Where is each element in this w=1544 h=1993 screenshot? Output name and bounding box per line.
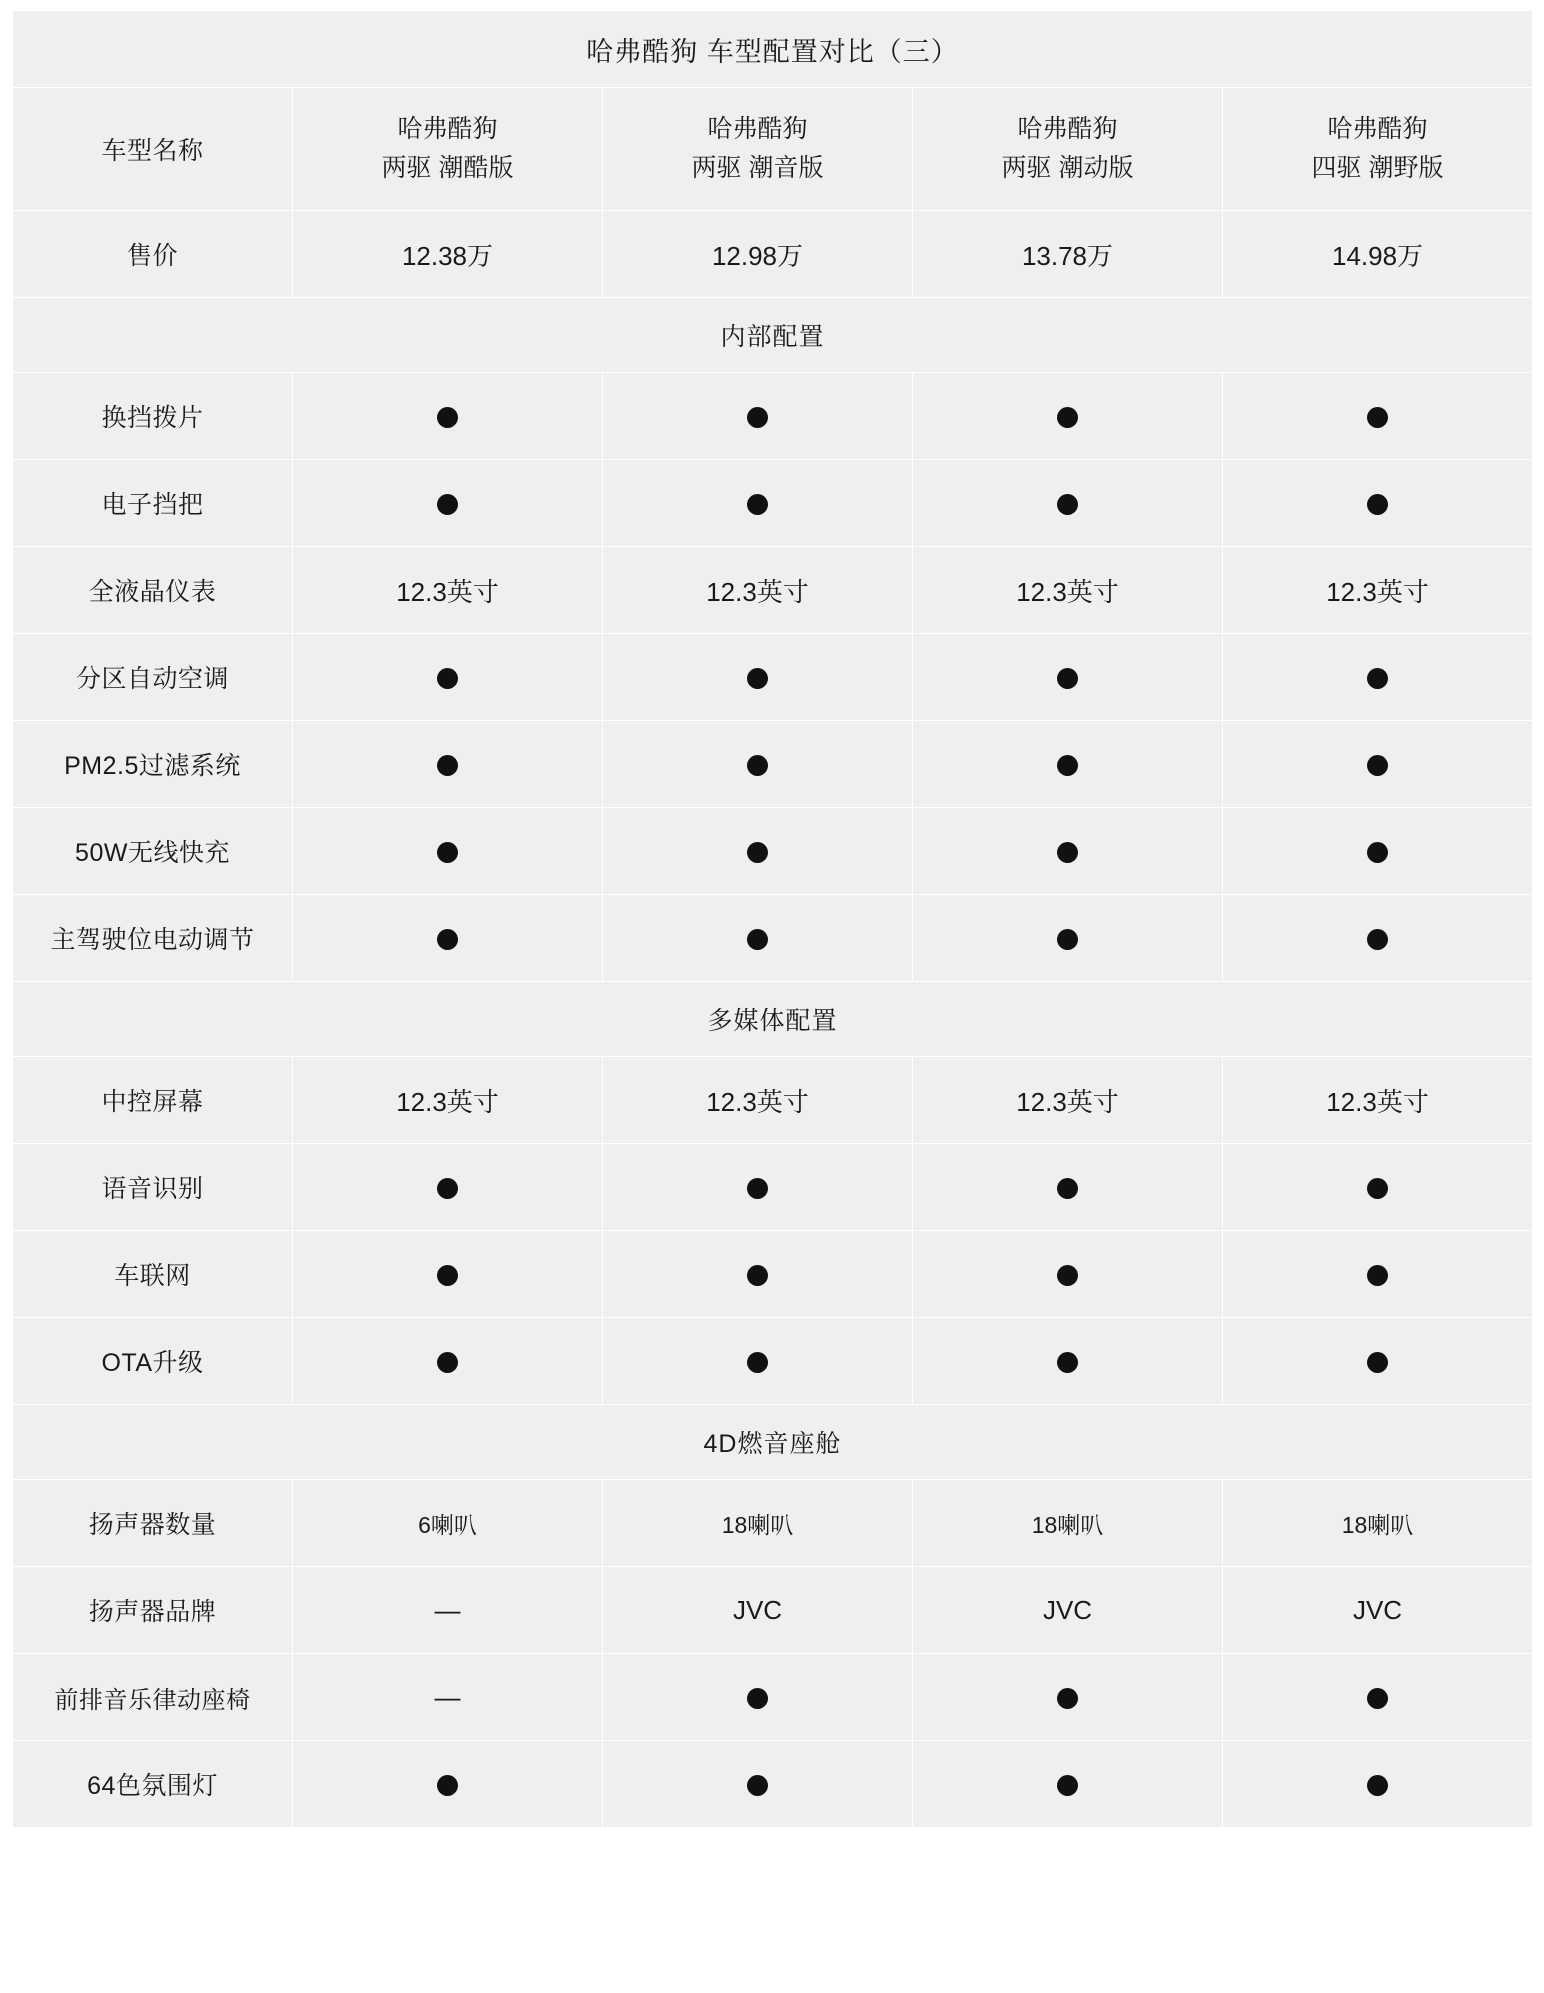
model-header-1-line2: 两驱 潮酷版 xyxy=(381,154,514,182)
section-header-audio-cabin xyxy=(13,1405,1533,1480)
feature-available-dot xyxy=(747,1178,768,1199)
section-title-interior: 内部配置 xyxy=(13,298,1533,373)
feature-available-dot xyxy=(747,842,768,863)
row-value xyxy=(1223,634,1533,721)
model-header-4 xyxy=(1223,88,1533,211)
spec-table-body xyxy=(13,11,1533,1828)
row-label: 换挡拨片 xyxy=(13,373,293,460)
feature-available-dot xyxy=(1057,1265,1078,1286)
price-value-1: 12.38万 xyxy=(293,211,603,298)
row-value: JVC xyxy=(913,1567,1223,1654)
feature-available-dot xyxy=(747,1775,768,1796)
row-value xyxy=(913,808,1223,895)
feature-available-dot xyxy=(747,929,768,950)
price-value-2: 12.98万 xyxy=(603,211,913,298)
row-value xyxy=(913,460,1223,547)
feature-available-dot xyxy=(1367,755,1388,776)
feature-available-dot xyxy=(1057,1688,1078,1709)
feature-unavailable-dash: — xyxy=(434,1681,461,1712)
row-value: JVC xyxy=(1223,1567,1533,1654)
row-value xyxy=(1223,460,1533,547)
table-row xyxy=(13,634,1533,721)
feature-available-dot xyxy=(1057,668,1078,689)
feature-available-dot xyxy=(1057,1178,1078,1199)
row-value xyxy=(1223,1654,1533,1741)
feature-available-dot xyxy=(437,755,458,776)
feature-available-dot xyxy=(1367,1265,1388,1286)
row-value xyxy=(293,1144,603,1231)
feature-available-dot xyxy=(747,755,768,776)
model-header-4-line1: 哈弗酷狗 xyxy=(1327,115,1428,144)
row-label: 中控屏幕 xyxy=(13,1057,293,1144)
row-label: 64色氛围灯 xyxy=(13,1741,293,1828)
table-row xyxy=(13,808,1533,895)
row-value xyxy=(1223,1318,1533,1405)
price-value-3: 13.78万 xyxy=(913,211,1223,298)
model-header-1-line1: 哈弗酷狗 xyxy=(397,115,498,144)
row-value xyxy=(1223,808,1533,895)
row-label-price: 售价 xyxy=(13,211,293,298)
model-header-3-line1: 哈弗酷狗 xyxy=(1017,115,1118,144)
row-value xyxy=(603,373,913,460)
row-label: OTA升级 xyxy=(13,1318,293,1405)
row-value xyxy=(603,1654,913,1741)
model-header-2-line1: 哈弗酷狗 xyxy=(707,115,808,144)
row-value xyxy=(293,1567,603,1654)
table-row xyxy=(13,1567,1533,1654)
row-value xyxy=(603,1231,913,1318)
row-value: 12.3英寸 xyxy=(913,1057,1223,1144)
feature-available-dot xyxy=(437,842,458,863)
row-value xyxy=(603,1144,913,1231)
section-header-interior xyxy=(13,298,1533,373)
row-value xyxy=(1223,1231,1533,1318)
row-value xyxy=(1223,721,1533,808)
row-label: 车联网 xyxy=(13,1231,293,1318)
table-row xyxy=(13,721,1533,808)
row-label: 语音识别 xyxy=(13,1144,293,1231)
model-header-2-line2: 两驱 潮音版 xyxy=(691,154,824,182)
spec-table xyxy=(12,10,1533,1828)
feature-available-dot xyxy=(437,1775,458,1796)
row-value: 12.3英寸 xyxy=(913,547,1223,634)
table-row xyxy=(13,1480,1533,1567)
row-value xyxy=(1223,1144,1533,1231)
feature-available-dot xyxy=(747,494,768,515)
row-label: 分区自动空调 xyxy=(13,634,293,721)
model-header-3-line2: 两驱 潮动版 xyxy=(1001,154,1134,182)
row-value xyxy=(913,1741,1223,1828)
table-title-row xyxy=(13,11,1533,88)
row-value: 18喇叭 xyxy=(603,1480,913,1567)
row-value xyxy=(603,634,913,721)
feature-unavailable-dash: — xyxy=(434,1594,461,1625)
row-value xyxy=(293,808,603,895)
feature-available-dot xyxy=(1057,842,1078,863)
feature-available-dot xyxy=(1057,1775,1078,1796)
feature-available-dot xyxy=(1367,407,1388,428)
row-value xyxy=(293,721,603,808)
row-value xyxy=(603,808,913,895)
feature-available-dot xyxy=(1367,668,1388,689)
row-value: 12.3英寸 xyxy=(293,1057,603,1144)
table-row xyxy=(13,460,1533,547)
row-label-model-name: 车型名称 xyxy=(13,88,293,211)
row-value xyxy=(913,634,1223,721)
feature-available-dot xyxy=(437,1352,458,1373)
feature-available-dot xyxy=(1367,1688,1388,1709)
table-row xyxy=(13,1057,1533,1144)
table-row xyxy=(13,1741,1533,1828)
feature-available-dot xyxy=(1367,1178,1388,1199)
row-value xyxy=(293,460,603,547)
row-value: 12.3英寸 xyxy=(603,547,913,634)
feature-available-dot xyxy=(437,929,458,950)
row-value xyxy=(293,895,603,982)
model-name-row xyxy=(13,88,1533,211)
row-value xyxy=(913,895,1223,982)
row-value: 6喇叭 xyxy=(293,1480,603,1567)
row-value xyxy=(913,1654,1223,1741)
feature-available-dot xyxy=(1367,494,1388,515)
feature-available-dot xyxy=(747,407,768,428)
row-value: JVC xyxy=(603,1567,913,1654)
row-value xyxy=(913,721,1223,808)
feature-available-dot xyxy=(1367,842,1388,863)
row-value xyxy=(293,634,603,721)
row-value: 18喇叭 xyxy=(1223,1480,1533,1567)
table-row xyxy=(13,547,1533,634)
table-row xyxy=(13,373,1533,460)
row-value: 12.3英寸 xyxy=(603,1057,913,1144)
row-label: PM2.5过滤系统 xyxy=(13,721,293,808)
row-label: 主驾驶位电动调节 xyxy=(13,895,293,982)
feature-available-dot xyxy=(1057,407,1078,428)
feature-available-dot xyxy=(1057,929,1078,950)
row-value: 12.3英寸 xyxy=(1223,1057,1533,1144)
row-label: 全液晶仪表 xyxy=(13,547,293,634)
feature-available-dot xyxy=(747,1688,768,1709)
feature-available-dot xyxy=(747,1352,768,1373)
row-value xyxy=(603,1741,913,1828)
feature-available-dot xyxy=(437,668,458,689)
feature-available-dot xyxy=(1367,1775,1388,1796)
row-label: 扬声器数量 xyxy=(13,1480,293,1567)
row-label: 50W无线快充 xyxy=(13,808,293,895)
feature-available-dot xyxy=(1057,494,1078,515)
row-value xyxy=(1223,1741,1533,1828)
row-value xyxy=(913,1144,1223,1231)
section-header-multimedia xyxy=(13,982,1533,1057)
model-header-3 xyxy=(913,88,1223,211)
row-value xyxy=(913,1231,1223,1318)
row-value xyxy=(293,1741,603,1828)
table-row xyxy=(13,1144,1533,1231)
feature-available-dot xyxy=(1057,755,1078,776)
row-label: 前排音乐律动座椅 xyxy=(13,1654,293,1741)
row-value xyxy=(603,895,913,982)
row-value xyxy=(293,1654,603,1741)
row-value xyxy=(293,1231,603,1318)
page-title: 哈弗酷狗 车型配置对比（三） xyxy=(13,11,1533,88)
model-header-2 xyxy=(603,88,913,211)
feature-available-dot xyxy=(747,668,768,689)
row-value xyxy=(603,721,913,808)
feature-available-dot xyxy=(1057,1352,1078,1373)
row-label: 扬声器品牌 xyxy=(13,1567,293,1654)
section-title-audio-cabin: 4D燃音座舱 xyxy=(13,1405,1533,1480)
section-title-multimedia: 多媒体配置 xyxy=(13,982,1533,1057)
row-value xyxy=(1223,373,1533,460)
row-value xyxy=(913,1318,1223,1405)
row-value xyxy=(913,373,1223,460)
feature-available-dot xyxy=(747,1265,768,1286)
feature-available-dot xyxy=(437,494,458,515)
feature-available-dot xyxy=(437,1178,458,1199)
table-row xyxy=(13,1318,1533,1405)
feature-available-dot xyxy=(437,407,458,428)
row-value xyxy=(603,1318,913,1405)
row-value xyxy=(293,1318,603,1405)
row-value xyxy=(1223,895,1533,982)
table-row xyxy=(13,1231,1533,1318)
model-header-4-line2: 四驱 潮野版 xyxy=(1311,154,1444,182)
price-row xyxy=(13,211,1533,298)
feature-available-dot xyxy=(1367,1352,1388,1373)
model-header-1 xyxy=(293,88,603,211)
table-row xyxy=(13,895,1533,982)
feature-available-dot xyxy=(1367,929,1388,950)
price-value-4: 14.98万 xyxy=(1223,211,1533,298)
row-value xyxy=(293,373,603,460)
row-value: 12.3英寸 xyxy=(293,547,603,634)
row-value xyxy=(603,460,913,547)
row-value: 12.3英寸 xyxy=(1223,547,1533,634)
row-value: 18喇叭 xyxy=(913,1480,1223,1567)
table-row xyxy=(13,1654,1533,1741)
row-label: 电子挡把 xyxy=(13,460,293,547)
feature-available-dot xyxy=(437,1265,458,1286)
